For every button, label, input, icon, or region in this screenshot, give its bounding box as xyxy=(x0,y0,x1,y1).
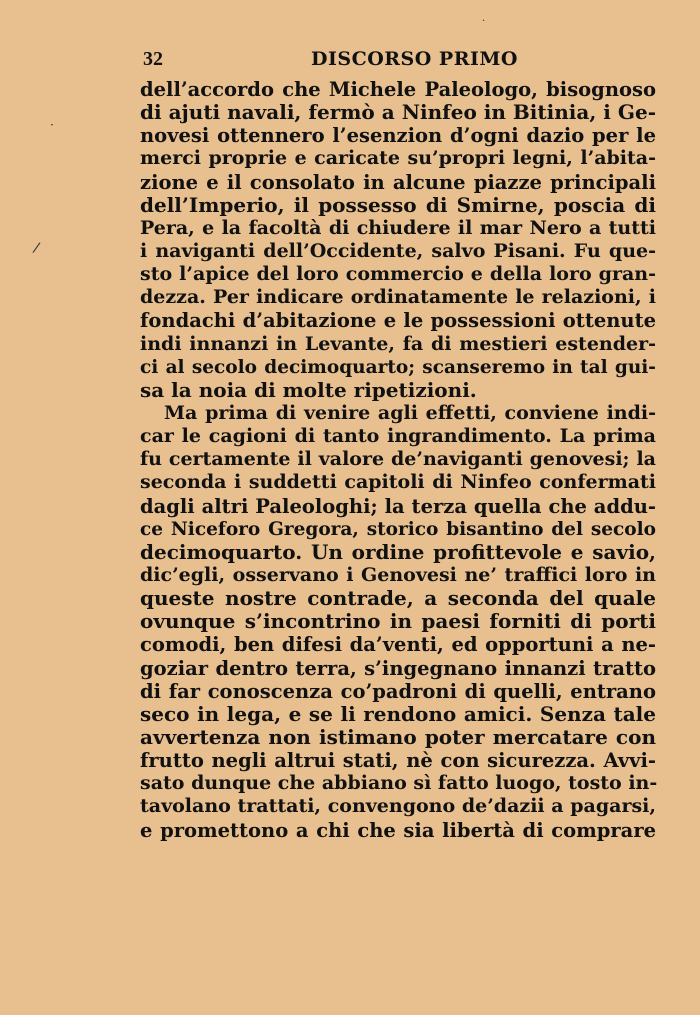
page-number: 32 xyxy=(143,48,163,70)
text-line: i naviganti dell’Occidente, salvo Pisani. Fu que- xyxy=(140,239,656,262)
text-line: novesi ottennero l’esenzion d’ogni dazio per le xyxy=(140,124,656,148)
margin-dot-top: · xyxy=(482,16,486,27)
text-line: ovunque s’incontrino in paesi forniti di porti xyxy=(140,609,656,634)
text-line: dezza. Per indicare ordinatamente le relazioni, i xyxy=(140,286,656,309)
running-title: DISCORSO PRIMO xyxy=(311,48,518,70)
text-line: fondachi d’abitazione e le possessioni ottenute xyxy=(140,309,656,333)
paragraph xyxy=(140,78,656,402)
text-line: queste nostre contrade, a seconda del quale xyxy=(140,586,656,611)
text-line: ce Niceforo Gregora, storico bisantino del secolo xyxy=(140,518,656,540)
text-line: sto l’apice del loro commercio e della loro gran- xyxy=(140,263,656,286)
text-line: decimoquarto. Un ordine profittevole e savio, xyxy=(140,539,656,564)
text-line: ci al secolo decimoquarto; scanseremo in tal gui- xyxy=(140,356,656,378)
text-line: dell’accordo che Michele Paleologo, bisognoso xyxy=(140,78,656,101)
text-line: dic’egli, osservano i Genovesi ne’ traffici loro in xyxy=(140,563,656,586)
text-line: e promettono a chi che sia libertà di comprare xyxy=(140,818,656,842)
text-line: di ajuti navali, fermò a Ninfeo in Bitinia, i Ge- xyxy=(140,100,656,125)
text-line: dagli altri Paleologhi; la terza quella che addu- xyxy=(140,494,656,518)
body-text xyxy=(140,78,656,842)
text-line: sato dunque che abbiano sì fatto luogo, tosto in- xyxy=(140,772,658,795)
text-line: tavolano trattati, convengono de’dazii a pagarsi, xyxy=(140,795,656,818)
text-line: di far conoscenza co’padroni di quelli, entrano xyxy=(140,679,656,703)
page-header xyxy=(143,48,653,74)
text-line: merci proprie e caricate su’propri legni, l’abita- xyxy=(140,147,656,170)
margin-slash-mark: / xyxy=(31,239,42,257)
text-line: dell’Imperio, il possesso di Smirne, poscia di xyxy=(140,192,656,217)
text-line: Ma prima di venire agli effetti, conviene indi- xyxy=(164,401,656,424)
text-line: zione e il consolato in alcune piazze principali xyxy=(140,170,656,194)
text-line: fu certamente il valore de’naviganti genovesi; la xyxy=(140,448,656,471)
text-line: frutto negli altrui stati, nè con sicurezza. Avvi- xyxy=(140,749,656,773)
text-line: seconda i suddetti capitoli di Ninfeo confermati xyxy=(140,471,656,494)
paragraph xyxy=(140,402,656,842)
text-line: seco in lega, e se li rendono amici. Senza tale xyxy=(140,701,656,726)
text-line: goziar dentro terra, s’ingegnano innanzi tratto xyxy=(140,656,656,680)
text-line: avvertenza non istimano poter mercatare con xyxy=(140,724,656,749)
text-line: Pera, e la facoltà di chiudere il mar Nero a tutti xyxy=(140,216,656,239)
margin-dot-left: · xyxy=(50,118,54,132)
text-line: indi innanzi in Levante, fa di mestieri estender- xyxy=(140,332,656,355)
text-line: car le cagioni di tanto ingrandimento. La prima xyxy=(140,425,656,448)
text-line: comodi, ben difesi da’venti, ed opportuni a ne- xyxy=(140,633,656,657)
text-line: sa la noia di molte ripetizioni. xyxy=(140,377,477,402)
